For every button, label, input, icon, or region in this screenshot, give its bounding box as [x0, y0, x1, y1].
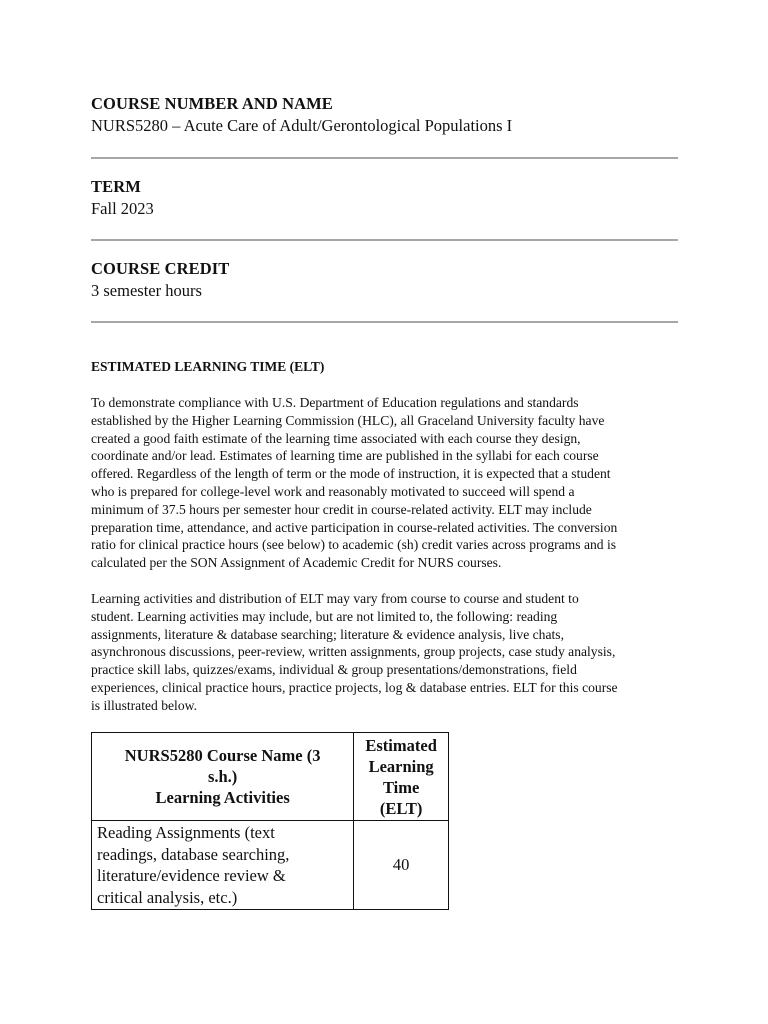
text-line: asynchronous discussions, peer-review, written assignments, group projects, case study analysis, [91, 644, 616, 660]
text-line: ratio for clinical practice hours (see below) to academic (sh) credit varies across programs and is [91, 537, 617, 553]
text-line: experiences, clinical practice hours, practice projects, log & database entries. ELT for this course [91, 679, 618, 695]
hours-cell: 40 [354, 821, 449, 910]
text-line: coordinate and/or lead. Estimates of learning time are published in the syllabi for each course [91, 448, 599, 464]
header-line: Time [382, 777, 420, 797]
text-line: Learning activities and distribution of ELT may vary from course to course and student to [91, 591, 579, 606]
divider [91, 157, 678, 159]
elt-paragraph-activities [91, 590, 681, 715]
activity-cell [92, 821, 354, 910]
divider [91, 321, 678, 323]
header-line: NURS5280 Course Name (3 [124, 746, 321, 765]
text-line: minimum of 37.5 hours per semester hour credit in course-related activity. ELT may include [91, 501, 592, 517]
text-line: is illustrated below. [91, 697, 197, 713]
cell-line: critical analysis, etc.) [97, 887, 238, 907]
text-line: student. Learning activities may include, but are not limited to, the following: reading [91, 608, 558, 624]
course-credit-heading: COURSE CREDIT [91, 259, 230, 278]
text-line: who is prepared for college-level work and reasonably motivated to succeed will spend a [91, 483, 575, 499]
header-line: (ELT) [379, 798, 423, 818]
text-line: To demonstrate compliance with U.S. Department of Education regulations and standards [91, 395, 579, 410]
header-line: Learning [368, 756, 434, 776]
elt-hours-header [354, 733, 449, 821]
cell-line: literature/evidence review & [97, 866, 286, 885]
cell-line: Reading Assignments (text [97, 823, 275, 842]
elt-table [91, 732, 449, 910]
divider [91, 239, 678, 241]
text-line: established by the Higher Learning Commission (HLC), all Graceland University faculty have [91, 412, 605, 428]
learning-activities-header [92, 733, 354, 821]
text-line: calculated per the SON Assignment of Academic Credit for NURS courses. [91, 555, 502, 571]
header-line: Learning Activities [155, 788, 290, 807]
term-heading: TERM [91, 177, 141, 196]
table-header-row [92, 733, 449, 821]
course-credit-value: 3 semester hours [91, 281, 202, 300]
header-line: s.h.) [207, 767, 238, 786]
header-line: Estimated [365, 735, 437, 755]
text-line: preparation time, attendance, and active participation in course-related activities. The conversion [91, 519, 618, 535]
text-line: practice skill labs, quizzes/exams, individual & group presentations/demonstrations, field [91, 662, 577, 678]
cell-line: readings, database searching, [97, 844, 290, 864]
elt-paragraph-compliance [91, 394, 681, 572]
table-row [92, 821, 449, 910]
term-value: Fall 2023 [91, 199, 154, 218]
text-line: created a good faith estimate of the learning time associated with each course they design, [91, 430, 581, 446]
course-number-heading: COURSE NUMBER AND NAME [91, 94, 333, 113]
elt-heading: ESTIMATED LEARNING TIME (ELT) [91, 359, 325, 374]
course-number-value: NURS5280 – Acute Care of Adult/Gerontological Populations I [91, 116, 513, 135]
text-line: offered. Regardless of the length of term or the mode of instruction, it is expected that a student [91, 466, 611, 482]
text-line: assignments, literature & database searching; literature & evidence analysis, live chats, [91, 626, 564, 642]
